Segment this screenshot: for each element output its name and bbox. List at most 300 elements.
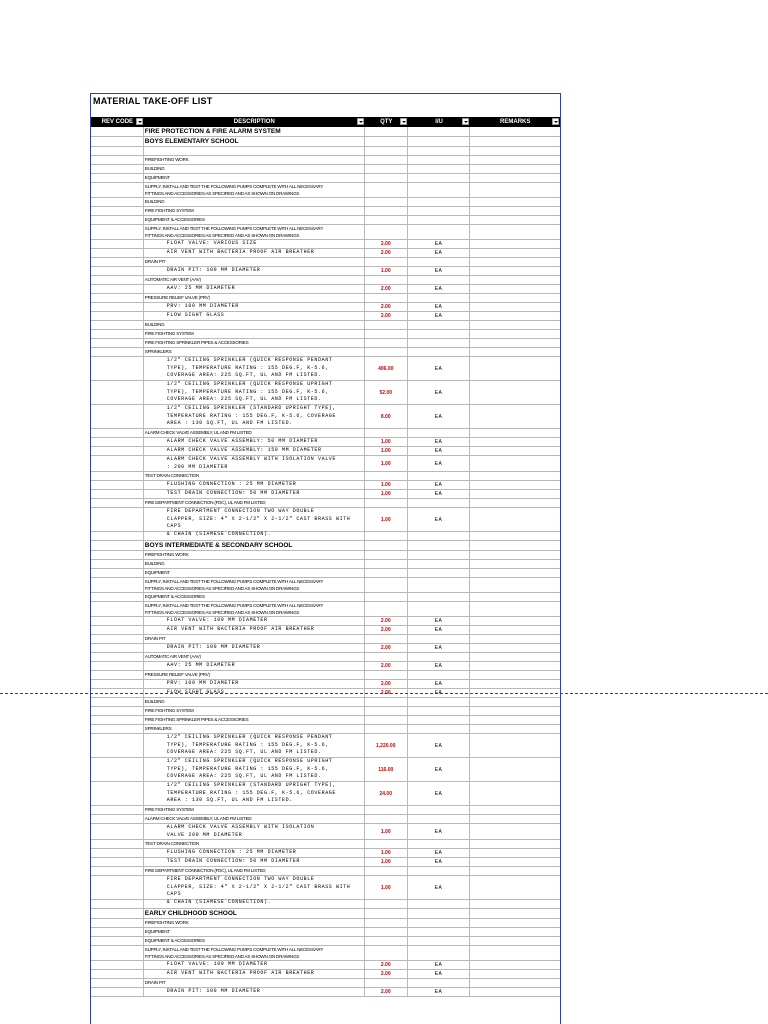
unit-cell[interactable] <box>408 858 471 866</box>
rev-code-cell[interactable] <box>91 405 144 428</box>
qty-cell[interactable] <box>365 569 408 577</box>
unit-cell[interactable] <box>408 919 471 927</box>
remarks-cell[interactable] <box>470 481 560 489</box>
unit-cell[interactable] <box>408 249 471 257</box>
rev-code-cell[interactable] <box>91 858 144 866</box>
qty-cell[interactable] <box>365 707 408 715</box>
unit-cell[interactable] <box>408 806 471 814</box>
rev-code-cell[interactable] <box>91 456 144 471</box>
remarks-cell[interactable] <box>470 541 560 550</box>
rev-code-cell[interactable] <box>91 970 144 978</box>
unit-cell[interactable] <box>408 147 471 155</box>
unit-cell[interactable] <box>408 707 471 715</box>
unit-cell[interactable] <box>408 928 471 936</box>
remarks-cell[interactable] <box>470 900 560 908</box>
remarks-cell[interactable] <box>470 429 560 437</box>
rev-code-cell[interactable] <box>91 499 144 507</box>
rev-code-cell[interactable] <box>91 707 144 715</box>
rev-code-cell[interactable] <box>91 532 144 540</box>
qty-cell[interactable] <box>365 508 408 531</box>
description-cell[interactable] <box>144 734 365 757</box>
rev-code-cell[interactable] <box>91 490 144 498</box>
rev-code-cell[interactable] <box>91 183 144 197</box>
remarks-cell[interactable] <box>470 824 560 839</box>
remarks-cell[interactable] <box>470 716 560 724</box>
unit-cell[interactable] <box>408 970 471 978</box>
description-cell[interactable] <box>144 725 365 733</box>
remarks-cell[interactable] <box>470 707 560 715</box>
unit-cell[interactable] <box>408 312 471 320</box>
rev-code-cell[interactable] <box>91 716 144 724</box>
remarks-cell[interactable] <box>470 551 560 559</box>
description-cell[interactable] <box>144 919 365 927</box>
description-cell[interactable] <box>144 569 365 577</box>
qty-cell[interactable] <box>365 876 408 899</box>
qty-cell[interactable] <box>365 174 408 182</box>
unit-cell[interactable] <box>408 508 471 531</box>
unit-cell[interactable] <box>408 405 471 428</box>
qty-cell[interactable] <box>365 438 408 446</box>
rev-code-cell[interactable] <box>91 147 144 155</box>
remarks-cell[interactable] <box>470 174 560 182</box>
unit-cell[interactable] <box>408 438 471 446</box>
rev-code-cell[interactable] <box>91 979 144 987</box>
rev-code-cell[interactable] <box>91 137 144 146</box>
unit-cell[interactable] <box>408 593 471 601</box>
qty-cell[interactable] <box>365 490 408 498</box>
unit-cell[interactable] <box>408 348 471 356</box>
rev-code-cell[interactable] <box>91 988 144 996</box>
remarks-cell[interactable] <box>470 635 560 643</box>
rev-code-cell[interactable] <box>91 207 144 215</box>
rev-code-cell[interactable] <box>91 909 144 918</box>
qty-cell[interactable] <box>365 578 408 592</box>
qty-cell[interactable] <box>365 635 408 643</box>
rev-code-cell[interactable] <box>91 662 144 670</box>
qty-cell[interactable] <box>365 909 408 918</box>
qty-cell[interactable] <box>365 617 408 625</box>
unit-cell[interactable] <box>408 499 471 507</box>
rev-code-cell[interactable] <box>91 321 144 329</box>
qty-cell[interactable] <box>365 339 408 347</box>
qty-cell[interactable] <box>365 734 408 757</box>
description-cell[interactable] <box>144 876 365 905</box>
unit-cell[interactable] <box>408 900 471 908</box>
filter-dropdown-icon[interactable] <box>462 118 469 125</box>
description-cell[interactable] <box>144 979 365 987</box>
remarks-cell[interactable] <box>470 405 560 428</box>
description-cell[interactable] <box>144 541 365 550</box>
qty-cell[interactable] <box>365 716 408 724</box>
rev-code-cell[interactable] <box>91 156 144 164</box>
description-cell[interactable] <box>144 680 365 688</box>
description-cell[interactable] <box>144 267 365 275</box>
qty-cell[interactable] <box>365 680 408 688</box>
remarks-cell[interactable] <box>470 979 560 987</box>
rev-code-cell[interactable] <box>91 867 144 875</box>
description-cell[interactable] <box>144 551 365 559</box>
unit-cell[interactable] <box>408 626 471 634</box>
unit-cell[interactable] <box>408 267 471 275</box>
qty-cell[interactable] <box>365 294 408 302</box>
remarks-cell[interactable] <box>470 312 560 320</box>
qty-cell[interactable] <box>365 348 408 356</box>
description-cell[interactable] <box>144 438 365 446</box>
unit-cell[interactable] <box>408 602 471 616</box>
description-cell[interactable] <box>144 127 365 136</box>
remarks-cell[interactable] <box>470 456 560 471</box>
qty-cell[interactable] <box>365 858 408 866</box>
remarks-cell[interactable] <box>470 617 560 625</box>
description-cell[interactable] <box>144 348 365 356</box>
rev-code-cell[interactable] <box>91 357 144 380</box>
qty-cell[interactable] <box>365 207 408 215</box>
remarks-cell[interactable] <box>470 867 560 875</box>
rev-code-cell[interactable] <box>91 725 144 733</box>
qty-cell[interactable] <box>365 671 408 679</box>
unit-cell[interactable] <box>408 569 471 577</box>
remarks-cell[interactable] <box>470 626 560 634</box>
unit-cell[interactable] <box>408 551 471 559</box>
description-cell[interactable] <box>144 653 365 661</box>
qty-cell[interactable] <box>365 725 408 733</box>
rev-code-cell[interactable] <box>91 578 144 592</box>
qty-cell[interactable] <box>365 867 408 875</box>
description-cell[interactable] <box>144 490 365 498</box>
remarks-cell[interactable] <box>470 508 560 531</box>
description-cell[interactable] <box>144 626 365 634</box>
description-cell[interactable] <box>144 330 365 338</box>
rev-code-cell[interactable] <box>91 447 144 455</box>
description-cell[interactable] <box>144 405 365 428</box>
filter-dropdown-icon[interactable] <box>552 118 559 125</box>
qty-cell[interactable] <box>365 961 408 969</box>
description-cell[interactable] <box>144 339 365 347</box>
rev-code-cell[interactable] <box>91 824 144 839</box>
qty-cell[interactable] <box>365 225 408 239</box>
description-cell[interactable] <box>144 909 365 918</box>
unit-cell[interactable] <box>408 183 471 197</box>
rev-code-cell[interactable] <box>91 602 144 616</box>
remarks-cell[interactable] <box>470 569 560 577</box>
qty-cell[interactable] <box>365 330 408 338</box>
qty-cell[interactable] <box>365 937 408 945</box>
rev-code-cell[interactable] <box>91 937 144 945</box>
unit-cell[interactable] <box>408 988 471 996</box>
unit-cell[interactable] <box>408 876 471 899</box>
rev-code-cell[interactable] <box>91 481 144 489</box>
rev-code-cell[interactable] <box>91 258 144 266</box>
description-cell[interactable] <box>144 312 365 320</box>
unit-cell[interactable] <box>408 174 471 182</box>
unit-cell[interactable] <box>408 357 471 380</box>
remarks-cell[interactable] <box>470 147 560 155</box>
unit-cell[interactable] <box>408 782 471 805</box>
remarks-cell[interactable] <box>470 758 560 781</box>
unit-cell[interactable] <box>408 490 471 498</box>
description-cell[interactable] <box>144 970 365 978</box>
rev-code-cell[interactable] <box>91 961 144 969</box>
qty-cell[interactable] <box>365 644 408 652</box>
description-cell[interactable] <box>144 276 365 284</box>
qty-cell[interactable] <box>365 782 408 805</box>
description-cell[interactable] <box>144 207 365 215</box>
remarks-cell[interactable] <box>470 276 560 284</box>
description-cell[interactable] <box>144 294 365 302</box>
description-cell[interactable] <box>144 447 365 455</box>
remarks-cell[interactable] <box>470 680 560 688</box>
remarks-cell[interactable] <box>470 127 560 136</box>
remarks-cell[interactable] <box>470 970 560 978</box>
unit-cell[interactable] <box>408 294 471 302</box>
remarks-cell[interactable] <box>470 216 560 224</box>
remarks-cell[interactable] <box>470 225 560 239</box>
remarks-cell[interactable] <box>470 303 560 311</box>
qty-cell[interactable] <box>365 137 408 146</box>
description-cell[interactable] <box>144 147 365 155</box>
remarks-cell[interactable] <box>470 782 560 805</box>
remarks-cell[interactable] <box>470 840 560 848</box>
qty-cell[interactable] <box>365 405 408 428</box>
rev-code-cell[interactable] <box>91 698 144 706</box>
rev-code-cell[interactable] <box>91 330 144 338</box>
unit-cell[interactable] <box>408 734 471 757</box>
description-cell[interactable] <box>144 867 365 875</box>
unit-cell[interactable] <box>408 225 471 239</box>
rev-code-cell[interactable] <box>91 551 144 559</box>
qty-cell[interactable] <box>365 653 408 661</box>
remarks-cell[interactable] <box>470 490 560 498</box>
rev-code-cell[interactable] <box>91 635 144 643</box>
description-cell[interactable] <box>144 671 365 679</box>
rev-code-cell[interactable] <box>91 569 144 577</box>
rev-code-cell[interactable] <box>91 225 144 239</box>
qty-cell[interactable] <box>365 481 408 489</box>
remarks-cell[interactable] <box>470 644 560 652</box>
remarks-cell[interactable] <box>470 698 560 706</box>
unit-cell[interactable] <box>408 680 471 688</box>
qty-cell[interactable] <box>365 551 408 559</box>
qty-cell[interactable] <box>365 541 408 550</box>
description-cell[interactable] <box>144 593 365 601</box>
rev-code-cell[interactable] <box>91 626 144 634</box>
remarks-cell[interactable] <box>470 725 560 733</box>
qty-cell[interactable] <box>365 156 408 164</box>
description-cell[interactable] <box>144 782 365 805</box>
rev-code-cell[interactable] <box>91 671 144 679</box>
qty-cell[interactable] <box>365 198 408 206</box>
qty-cell[interactable] <box>365 928 408 936</box>
description-cell[interactable] <box>144 216 365 224</box>
remarks-cell[interactable] <box>470 593 560 601</box>
remarks-cell[interactable] <box>470 472 560 480</box>
remarks-cell[interactable] <box>470 734 560 757</box>
description-cell[interactable] <box>144 644 365 652</box>
remarks-cell[interactable] <box>470 447 560 455</box>
unit-cell[interactable] <box>408 979 471 987</box>
remarks-cell[interactable] <box>470 928 560 936</box>
description-cell[interactable] <box>144 429 365 437</box>
remarks-cell[interactable] <box>470 258 560 266</box>
remarks-cell[interactable] <box>470 602 560 616</box>
unit-cell[interactable] <box>408 285 471 293</box>
remarks-cell[interactable] <box>470 909 560 918</box>
rev-code-cell[interactable] <box>91 303 144 311</box>
remarks-cell[interactable] <box>470 240 560 248</box>
description-cell[interactable] <box>144 840 365 848</box>
rev-code-cell[interactable] <box>91 900 144 908</box>
qty-cell[interactable] <box>365 979 408 987</box>
qty-cell[interactable] <box>365 824 408 839</box>
unit-cell[interactable] <box>408 644 471 652</box>
remarks-cell[interactable] <box>470 876 560 899</box>
unit-cell[interactable] <box>408 824 471 839</box>
description-cell[interactable] <box>144 617 365 625</box>
unit-cell[interactable] <box>408 946 471 960</box>
description-cell[interactable] <box>144 174 365 182</box>
rev-code-cell[interactable] <box>91 508 144 531</box>
unit-cell[interactable] <box>408 578 471 592</box>
unit-cell[interactable] <box>408 156 471 164</box>
description-cell[interactable] <box>144 156 365 164</box>
description-cell[interactable] <box>144 472 365 480</box>
remarks-cell[interactable] <box>470 438 560 446</box>
description-cell[interactable] <box>144 508 365 537</box>
filter-dropdown-icon[interactable] <box>357 118 364 125</box>
remarks-cell[interactable] <box>470 937 560 945</box>
unit-cell[interactable] <box>408 653 471 661</box>
qty-cell[interactable] <box>365 602 408 616</box>
qty-cell[interactable] <box>365 258 408 266</box>
unit-cell[interactable] <box>408 447 471 455</box>
description-cell[interactable] <box>144 481 365 489</box>
unit-cell[interactable] <box>408 849 471 857</box>
qty-cell[interactable] <box>365 593 408 601</box>
remarks-cell[interactable] <box>470 267 560 275</box>
rev-code-cell[interactable] <box>91 240 144 248</box>
rev-code-cell[interactable] <box>91 560 144 568</box>
remarks-cell[interactable] <box>470 946 560 960</box>
unit-cell[interactable] <box>408 725 471 733</box>
remarks-cell[interactable] <box>470 165 560 173</box>
remarks-cell[interactable] <box>470 198 560 206</box>
unit-cell[interactable] <box>408 303 471 311</box>
remarks-cell[interactable] <box>470 858 560 866</box>
unit-cell[interactable] <box>408 671 471 679</box>
unit-cell[interactable] <box>408 137 471 146</box>
rev-code-cell[interactable] <box>91 285 144 293</box>
description-cell[interactable] <box>144 815 365 823</box>
rev-code-cell[interactable] <box>91 294 144 302</box>
rev-code-cell[interactable] <box>91 644 144 652</box>
description-cell[interactable] <box>144 165 365 173</box>
description-cell[interactable] <box>144 578 365 592</box>
unit-cell[interactable] <box>408 532 471 540</box>
remarks-cell[interactable] <box>470 560 560 568</box>
qty-cell[interactable] <box>365 970 408 978</box>
description-cell[interactable] <box>144 321 365 329</box>
qty-cell[interactable] <box>365 127 408 136</box>
qty-cell[interactable] <box>365 988 408 996</box>
unit-cell[interactable] <box>408 662 471 670</box>
qty-cell[interactable] <box>365 806 408 814</box>
remarks-cell[interactable] <box>470 348 560 356</box>
qty-cell[interactable] <box>365 285 408 293</box>
qty-cell[interactable] <box>365 626 408 634</box>
rev-code-cell[interactable] <box>91 348 144 356</box>
remarks-cell[interactable] <box>470 357 560 380</box>
unit-cell[interactable] <box>408 321 471 329</box>
qty-cell[interactable] <box>365 147 408 155</box>
description-cell[interactable] <box>144 662 365 670</box>
unit-cell[interactable] <box>408 258 471 266</box>
qty-cell[interactable] <box>365 698 408 706</box>
rev-code-cell[interactable] <box>91 617 144 625</box>
unit-cell[interactable] <box>408 456 471 471</box>
unit-cell[interactable] <box>408 207 471 215</box>
remarks-cell[interactable] <box>470 294 560 302</box>
unit-cell[interactable] <box>408 165 471 173</box>
rev-code-cell[interactable] <box>91 267 144 275</box>
rev-code-cell[interactable] <box>91 653 144 661</box>
rev-code-cell[interactable] <box>91 849 144 857</box>
description-cell[interactable] <box>144 707 365 715</box>
unit-cell[interactable] <box>408 758 471 781</box>
description-cell[interactable] <box>144 303 365 311</box>
rev-code-cell[interactable] <box>91 815 144 823</box>
description-cell[interactable] <box>144 357 365 380</box>
description-cell[interactable] <box>144 499 365 507</box>
remarks-cell[interactable] <box>470 806 560 814</box>
description-cell[interactable] <box>144 858 365 866</box>
unit-cell[interactable] <box>408 481 471 489</box>
description-cell[interactable] <box>144 285 365 293</box>
remarks-cell[interactable] <box>470 578 560 592</box>
unit-cell[interactable] <box>408 635 471 643</box>
qty-cell[interactable] <box>365 472 408 480</box>
qty-cell[interactable] <box>365 303 408 311</box>
unit-cell[interactable] <box>408 330 471 338</box>
rev-code-cell[interactable] <box>91 758 144 781</box>
qty-cell[interactable] <box>365 919 408 927</box>
remarks-cell[interactable] <box>470 183 560 197</box>
qty-cell[interactable] <box>365 312 408 320</box>
remarks-cell[interactable] <box>470 339 560 347</box>
qty-cell[interactable] <box>365 357 408 380</box>
qty-cell[interactable] <box>365 276 408 284</box>
qty-cell[interactable] <box>365 447 408 455</box>
unit-cell[interactable] <box>408 276 471 284</box>
unit-cell[interactable] <box>408 617 471 625</box>
qty-cell[interactable] <box>365 499 408 507</box>
rev-code-cell[interactable] <box>91 782 144 805</box>
remarks-cell[interactable] <box>470 321 560 329</box>
remarks-cell[interactable] <box>470 249 560 257</box>
qty-cell[interactable] <box>365 758 408 781</box>
filter-dropdown-icon[interactable] <box>136 118 143 125</box>
qty-cell[interactable] <box>365 267 408 275</box>
remarks-cell[interactable] <box>470 849 560 857</box>
unit-cell[interactable] <box>408 541 471 550</box>
description-cell[interactable] <box>144 240 365 248</box>
description-cell[interactable] <box>144 258 365 266</box>
description-cell[interactable] <box>144 900 365 908</box>
remarks-cell[interactable] <box>470 156 560 164</box>
description-cell[interactable] <box>144 249 365 257</box>
qty-cell[interactable] <box>365 216 408 224</box>
unit-cell[interactable] <box>408 867 471 875</box>
description-cell[interactable] <box>144 560 365 568</box>
